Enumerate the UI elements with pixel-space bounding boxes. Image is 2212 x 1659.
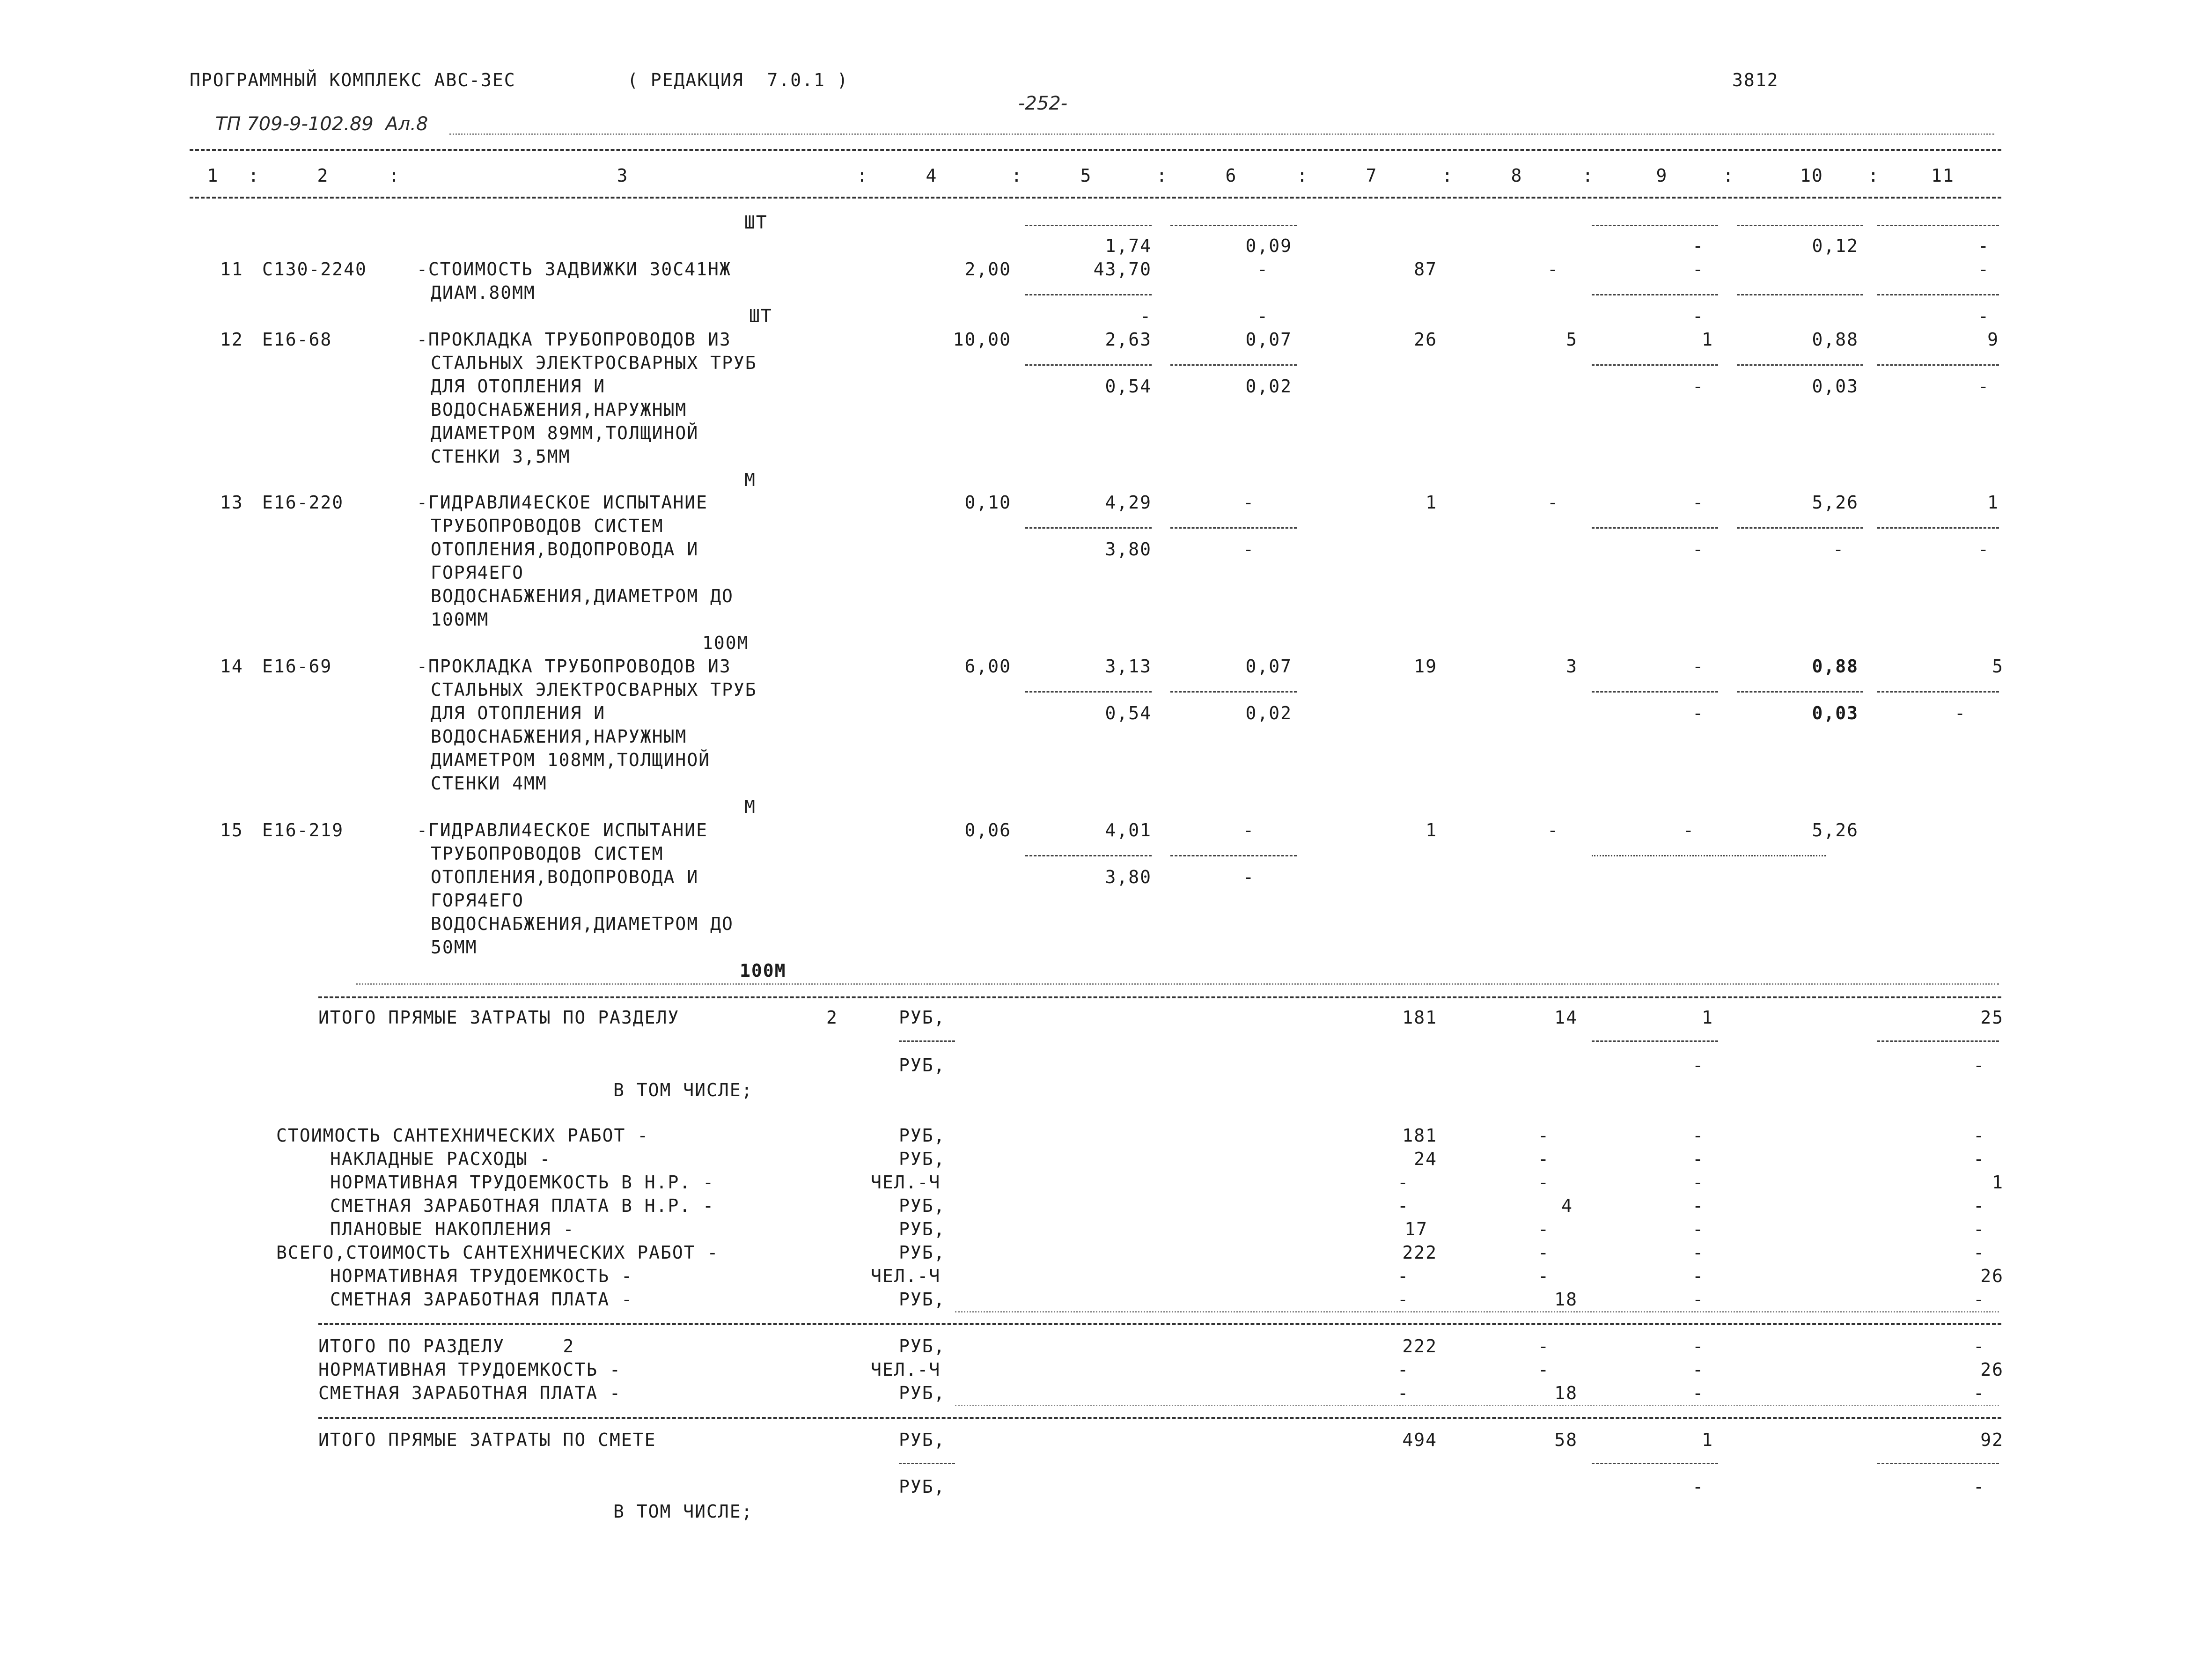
section-number: 2 bbox=[826, 1007, 838, 1028]
cell-value: 0,54 bbox=[1105, 703, 1152, 723]
fraction-line bbox=[1877, 691, 1999, 693]
col-header: 3 bbox=[617, 165, 629, 186]
cell-value: 1 bbox=[1702, 1007, 1713, 1028]
cell-value: - bbox=[1397, 1266, 1409, 1286]
row-desc: СТАЛЬНЫХ ЭЛЕКТРОСВАРНЫХ ТРУБ bbox=[431, 353, 757, 373]
cell-value: 181 bbox=[1402, 1007, 1437, 1028]
cell-value: - bbox=[1973, 1476, 1985, 1497]
cell-value: - bbox=[1692, 1289, 1704, 1310]
unit-label: М bbox=[744, 796, 756, 817]
cell-value: 1 bbox=[1987, 492, 1999, 513]
cell-value: - bbox=[1973, 1149, 1985, 1169]
cell-value: - bbox=[1257, 259, 1269, 280]
cell-value: 0,88 bbox=[1812, 656, 1859, 677]
fraction-line bbox=[1025, 225, 1152, 226]
fraction-line bbox=[1170, 855, 1297, 856]
fraction-line bbox=[1170, 364, 1297, 366]
fraction-line bbox=[1025, 691, 1152, 693]
cell-value: 24 bbox=[1414, 1149, 1437, 1169]
breakdown-label: НАКЛАДНЫЕ РАСХОДЫ - bbox=[330, 1149, 551, 1169]
cell-value: 2,63 bbox=[1105, 329, 1152, 350]
qty: 10,00 bbox=[953, 329, 1011, 350]
row-desc: СТАЛЬНЫХ ЭЛЕКТРОСВАРНЫХ ТРУБ bbox=[431, 679, 757, 700]
program-title: ПРОГРАММНЫЙ КОМПЛЕКС АВС-3ЕС bbox=[190, 70, 516, 90]
cell-value: 1 bbox=[1426, 820, 1437, 841]
cell-value: 222 bbox=[1402, 1336, 1437, 1357]
unit-label: ЧЕЛ.-Ч bbox=[871, 1266, 941, 1286]
cell-value: - bbox=[1538, 1359, 1550, 1380]
including-label: В ТОМ ЧИСЛЕ; bbox=[613, 1080, 753, 1100]
col-header: 4 bbox=[926, 165, 938, 186]
cell-value: 26 bbox=[1414, 329, 1437, 350]
section-rule bbox=[318, 1417, 2001, 1419]
breakdown-label: НОРМАТИВНАЯ ТРУДОЕМКОСТЬ - bbox=[330, 1266, 633, 1286]
cell-value: - bbox=[1243, 820, 1255, 841]
cell-value: - bbox=[1978, 236, 1990, 256]
currency-label: РУБ, bbox=[899, 1336, 946, 1357]
cell-value: - bbox=[1692, 1172, 1704, 1193]
cell-value: - bbox=[1692, 1149, 1704, 1169]
currency-label: РУБ, bbox=[899, 1242, 946, 1263]
row-number: 11 bbox=[220, 259, 243, 280]
fraction-line bbox=[1170, 691, 1297, 693]
row-desc: ОТОПЛЕНИЯ,ВОДОПРОВОДА И bbox=[431, 867, 699, 887]
cell-value: 0,02 bbox=[1245, 703, 1292, 723]
row-desc: ВОДОСНАБЖЕНИЯ,ДИАМЕТРОМ ДО bbox=[431, 914, 734, 934]
fraction-line bbox=[1025, 855, 1152, 856]
row-number: 14 bbox=[220, 656, 243, 677]
cell-value: 0,02 bbox=[1245, 376, 1292, 397]
cell-value: - bbox=[1692, 259, 1704, 280]
cell-value: - bbox=[1692, 1359, 1704, 1380]
cell-value: - bbox=[1973, 1125, 1985, 1146]
row-desc: ВОДОСНАБЖЕНИЯ,НАРУЖНЫМ bbox=[431, 399, 687, 420]
cell-value: 494 bbox=[1402, 1430, 1437, 1450]
row-desc: СТЕНКИ 3,5ММ bbox=[431, 446, 571, 467]
cell-value: - bbox=[1973, 1336, 1985, 1357]
row-desc: ВОДОСНАБЖЕНИЯ,ДИАМЕТРОМ ДО bbox=[431, 586, 734, 606]
cell-value: - bbox=[1397, 1359, 1409, 1380]
cell-value: 0,03 bbox=[1812, 376, 1859, 397]
cell-value: - bbox=[1538, 1266, 1550, 1286]
cell-value: - bbox=[1538, 1172, 1550, 1193]
cell-value: 43,70 bbox=[1093, 259, 1152, 280]
fraction-line bbox=[1877, 1040, 1999, 1042]
col-header: 6 bbox=[1225, 165, 1237, 186]
fraction-line bbox=[1592, 1040, 1718, 1042]
qty: 2,00 bbox=[964, 259, 1011, 280]
cell-value: 5 bbox=[1566, 329, 1578, 350]
col-sep: : bbox=[1582, 165, 1594, 186]
cell-value: 9 bbox=[1987, 329, 1999, 350]
cell-value: 4,29 bbox=[1105, 492, 1152, 513]
page-number: 3812 bbox=[1732, 70, 1779, 90]
cell-value: 18 bbox=[1554, 1383, 1578, 1403]
currency-label: РУБ, bbox=[899, 1430, 946, 1450]
cell-value: 181 bbox=[1402, 1125, 1437, 1146]
fraction-line bbox=[1737, 527, 1863, 529]
col-header: 9 bbox=[1656, 165, 1668, 186]
fraction-line bbox=[1170, 225, 1297, 226]
row-desc: ОТОПЛЕНИЯ,ВОДОПРОВОДА И bbox=[431, 539, 699, 560]
cell-value: 26 bbox=[1980, 1359, 2004, 1380]
row-desc: СТЕНКИ 4ММ bbox=[431, 773, 547, 794]
cell-value: 26 bbox=[1980, 1266, 2004, 1286]
cell-value: 1 bbox=[1426, 492, 1437, 513]
col-header: 2 bbox=[317, 165, 329, 186]
cell-value: - bbox=[1692, 656, 1704, 677]
cell-value: 222 bbox=[1402, 1242, 1437, 1263]
fraction-line bbox=[1877, 294, 1999, 295]
cell-value: - bbox=[1547, 259, 1559, 280]
row-desc: ГОРЯ4ЕГО bbox=[431, 890, 524, 911]
cell-value: - bbox=[1692, 539, 1704, 560]
row-desc: -ГИДРАВЛИ4ЕСКОЕ ИСПЫТАНИЕ bbox=[417, 820, 708, 841]
cell-value: - bbox=[1692, 1219, 1704, 1239]
cell-value: 3,80 bbox=[1105, 867, 1152, 887]
cell-value: - bbox=[1538, 1242, 1550, 1263]
fraction-line bbox=[1025, 527, 1152, 529]
col-sep: : bbox=[857, 165, 868, 186]
cell-value: - bbox=[1243, 867, 1255, 887]
cell-value: 5,26 bbox=[1812, 820, 1859, 841]
col-header: 1 bbox=[207, 165, 219, 186]
fraction-line bbox=[1737, 225, 1863, 226]
fraction-line bbox=[1025, 364, 1152, 366]
row-code: Е16-219 bbox=[262, 820, 344, 841]
col-sep: : bbox=[248, 165, 260, 186]
summary-label: СМЕТНАЯ ЗАРАБОТНАЯ ПЛАТА - bbox=[318, 1383, 621, 1403]
currency-label: РУБ, bbox=[899, 1289, 946, 1310]
cell-value: - bbox=[1978, 376, 1990, 397]
row-desc: 50ММ bbox=[431, 937, 478, 958]
cell-value: 0,07 bbox=[1245, 656, 1292, 677]
fraction-line bbox=[1025, 294, 1152, 295]
cell-value: 5,26 bbox=[1812, 492, 1859, 513]
cell-value: 0,03 bbox=[1812, 703, 1859, 723]
cell-value: - bbox=[1973, 1195, 1985, 1216]
currency-label: РУБ, bbox=[899, 1125, 946, 1146]
fraction-line bbox=[1592, 855, 1826, 856]
fraction-line bbox=[1592, 691, 1718, 693]
cell-value: - bbox=[1692, 1195, 1704, 1216]
cell-value: 4,01 bbox=[1105, 820, 1152, 841]
row-code: Е16-68 bbox=[262, 329, 332, 350]
currency-label: РУБ, bbox=[899, 1149, 946, 1169]
cell-value: 87 bbox=[1414, 259, 1437, 280]
dotted-rule bbox=[955, 1311, 1999, 1312]
currency-label: РУБ, bbox=[899, 1476, 946, 1497]
col-header: 10 bbox=[1800, 165, 1823, 186]
col-sep: : bbox=[1868, 165, 1880, 186]
header-rule-bottom bbox=[190, 197, 2001, 199]
unit-label: 100М bbox=[702, 633, 749, 653]
breakdown-label: СТОИМОСТЬ САНТЕХНИЧЕСКИХ РАБОТ - bbox=[276, 1125, 649, 1146]
cell-value: 18 bbox=[1554, 1289, 1578, 1310]
cell-value: 3,80 bbox=[1105, 539, 1152, 560]
cell-value: 92 bbox=[1980, 1430, 2004, 1450]
unit-label: ШТ bbox=[744, 212, 768, 233]
cell-value: - bbox=[1397, 1383, 1409, 1403]
dotted-rule bbox=[449, 133, 1994, 135]
fraction-line bbox=[1170, 527, 1297, 529]
col-header: 5 bbox=[1080, 165, 1092, 186]
row-desc: -ГИДРАВЛИ4ЕСКОЕ ИСПЫТАНИЕ bbox=[417, 492, 708, 513]
cell-value: 0,09 bbox=[1245, 236, 1292, 256]
row-desc: ВОДОСНАБЖЕНИЯ,НАРУЖНЫМ bbox=[431, 726, 687, 747]
row-desc: ДИАМ.80ММ bbox=[431, 282, 536, 303]
section-total-label: ИТОГО ПРЯМЫЕ ЗАТРАТЫ ПО РАЗДЕЛУ bbox=[318, 1007, 680, 1028]
cell-value: 19 bbox=[1414, 656, 1437, 677]
cell-value: 0,88 bbox=[1812, 329, 1859, 350]
cell-value: - bbox=[1973, 1219, 1985, 1239]
col-sep: : bbox=[1011, 165, 1023, 186]
cell-value: - bbox=[1538, 1125, 1550, 1146]
breakdown-label: ВСЕГО,СТОИМОСТЬ САНТЕХНИЧЕСКИХ РАБОТ - bbox=[276, 1242, 719, 1263]
row-desc: -ПРОКЛАДКА ТРУБОПРОВОДОВ ИЗ bbox=[417, 329, 731, 350]
cell-value: 0,54 bbox=[1105, 376, 1152, 397]
cell-value: - bbox=[1243, 539, 1255, 560]
cell-value: - bbox=[1973, 1383, 1985, 1403]
cell-value: 1 bbox=[1702, 1430, 1713, 1450]
col-header: 11 bbox=[1931, 165, 1955, 186]
cell-value: - bbox=[1955, 703, 1966, 723]
fraction-line bbox=[1737, 294, 1863, 295]
handwritten-reference: ТП 709-9-102.89 Ал.8 bbox=[215, 113, 428, 135]
cell-value: 5 bbox=[1992, 656, 2004, 677]
cell-value: 3 bbox=[1566, 656, 1578, 677]
fraction-line bbox=[1592, 364, 1718, 366]
handwritten-page-number: -252- bbox=[1018, 93, 1068, 114]
cell-value: 14 bbox=[1554, 1007, 1578, 1028]
including-label: В ТОМ ЧИСЛЕ; bbox=[613, 1501, 753, 1522]
breakdown-label: НОРМАТИВНАЯ ТРУДОЕМКОСТЬ В Н.Р. - bbox=[330, 1172, 714, 1193]
cell-value: - bbox=[1243, 492, 1255, 513]
cell-value: 3,13 bbox=[1105, 656, 1152, 677]
cell-value: - bbox=[1973, 1055, 1985, 1076]
breakdown-label: СМЕТНАЯ ЗАРАБОТНАЯ ПЛАТА В Н.Р. - bbox=[330, 1195, 714, 1216]
unit-label: ЧЕЛ.-Ч bbox=[871, 1172, 941, 1193]
currency-label: РУБ, bbox=[899, 1007, 946, 1028]
breakdown-label: СМЕТНАЯ ЗАРАБОТНАЯ ПЛАТА - bbox=[330, 1289, 633, 1310]
row-desc: ДИАМЕТРОМ 108ММ,ТОЛЩИНОЙ bbox=[431, 750, 711, 770]
fraction-line bbox=[1877, 527, 1999, 529]
cell-value: - bbox=[1397, 1289, 1409, 1310]
col-header: 7 bbox=[1366, 165, 1378, 186]
cell-value: - bbox=[1973, 1242, 1985, 1263]
currency-label: РУБ, bbox=[899, 1383, 946, 1403]
col-sep: : bbox=[1297, 165, 1308, 186]
cell-value: - bbox=[1257, 306, 1269, 326]
fraction-line bbox=[1592, 294, 1718, 295]
cell-value: - bbox=[1538, 1336, 1550, 1357]
cell-value: - bbox=[1692, 703, 1704, 723]
summary-label: ИТОГО ПО РАЗДЕЛУ 2 bbox=[318, 1336, 575, 1357]
row-number: 15 bbox=[220, 820, 243, 841]
col-sep: : bbox=[1442, 165, 1454, 186]
cell-value: - bbox=[1978, 259, 1990, 280]
cell-value: - bbox=[1397, 1195, 1409, 1216]
row-desc: 100ММ bbox=[431, 609, 489, 630]
col-sep: : bbox=[1723, 165, 1734, 186]
fraction-line bbox=[1737, 364, 1863, 366]
cell-value: - bbox=[1547, 820, 1559, 841]
cell-value: 25 bbox=[1980, 1007, 2004, 1028]
currency-label: РУБ, bbox=[899, 1195, 946, 1216]
fraction-line bbox=[1592, 527, 1718, 529]
cell-value: - bbox=[1692, 492, 1704, 513]
qty: 0,06 bbox=[964, 820, 1011, 841]
row-desc: -СТОИМОСТЬ ЗАДВИЖКИ 30С41НЖ bbox=[417, 259, 731, 280]
cell-value: 58 bbox=[1554, 1430, 1578, 1450]
cell-value: 1,74 bbox=[1105, 236, 1152, 256]
cell-value: - bbox=[1692, 1336, 1704, 1357]
breakdown-label: ПЛАНОВЫЕ НАКОПЛЕНИЯ - bbox=[330, 1219, 575, 1239]
row-desc: -ПРОКЛАДКА ТРУБОПРОВОДОВ ИЗ bbox=[417, 656, 731, 677]
row-desc: ТРУБОПРОВОДОВ СИСТЕМ bbox=[431, 516, 664, 536]
row-code: С130-2240 bbox=[262, 259, 367, 280]
cell-value: - bbox=[1978, 539, 1990, 560]
cell-value: - bbox=[1833, 539, 1845, 560]
currency-label: РУБ, bbox=[899, 1055, 946, 1076]
cell-value: - bbox=[1978, 306, 1990, 326]
fraction-line bbox=[1877, 1463, 1999, 1464]
unit-label: ШТ bbox=[749, 306, 772, 326]
col-sep: : bbox=[1156, 165, 1168, 186]
dotted-rule bbox=[955, 1405, 1999, 1406]
cell-value: 0,07 bbox=[1245, 329, 1292, 350]
cell-value: - bbox=[1692, 1125, 1704, 1146]
summary-label: НОРМАТИВНАЯ ТРУДОЕМКОСТЬ - bbox=[318, 1359, 621, 1380]
fraction-line bbox=[1737, 691, 1863, 693]
unit-label: М bbox=[744, 470, 756, 490]
row-number: 12 bbox=[220, 329, 243, 350]
header-rule-top bbox=[190, 149, 2001, 151]
unit-label: 100М bbox=[740, 960, 786, 981]
cell-value: 17 bbox=[1404, 1219, 1428, 1239]
fraction-line bbox=[1592, 1463, 1718, 1464]
row-desc: ДИАМЕТРОМ 89ММ,ТОЛЩИНОЙ bbox=[431, 423, 699, 443]
fraction-line bbox=[1592, 225, 1718, 226]
row-desc: ТРУБОПРОВОДОВ СИСТЕМ bbox=[431, 843, 664, 864]
cell-value: 1 bbox=[1702, 329, 1713, 350]
cell-value: - bbox=[1692, 1055, 1704, 1076]
fraction-line bbox=[1877, 364, 1999, 366]
cell-value: - bbox=[1538, 1149, 1550, 1169]
fraction-line bbox=[899, 1463, 955, 1464]
cell-value: - bbox=[1140, 306, 1152, 326]
section-rule bbox=[318, 1323, 2001, 1325]
edition-label: ( РЕДАКЦИЯ 7.0.1 ) bbox=[627, 70, 849, 90]
cell-value: - bbox=[1973, 1289, 1985, 1310]
fraction-line bbox=[1877, 225, 1999, 226]
cell-value: - bbox=[1692, 1266, 1704, 1286]
unit-label: ЧЕЛ.-Ч bbox=[871, 1359, 941, 1380]
cell-value: 4 bbox=[1561, 1195, 1573, 1216]
row-code: Е16-69 bbox=[262, 656, 332, 677]
cell-value: - bbox=[1692, 306, 1704, 326]
row-code: Е16-220 bbox=[262, 492, 344, 513]
dotted-rule bbox=[356, 983, 1999, 985]
row-desc: ДЛЯ ОТОПЛЕНИЯ И bbox=[431, 703, 606, 723]
cell-value: - bbox=[1692, 1476, 1704, 1497]
row-desc: ДЛЯ ОТОПЛЕНИЯ И bbox=[431, 376, 606, 397]
cell-value: 0,12 bbox=[1812, 236, 1859, 256]
cell-value: - bbox=[1692, 1242, 1704, 1263]
currency-label: РУБ, bbox=[899, 1219, 946, 1239]
qty: 6,00 bbox=[964, 656, 1011, 677]
cell-value: - bbox=[1538, 1219, 1550, 1239]
col-header: 8 bbox=[1511, 165, 1523, 186]
cell-value: - bbox=[1547, 492, 1559, 513]
cell-value: - bbox=[1397, 1172, 1409, 1193]
row-number: 13 bbox=[220, 492, 243, 513]
cell-value: - bbox=[1692, 376, 1704, 397]
row-desc: ГОРЯ4ЕГО bbox=[431, 562, 524, 583]
qty: 0,10 bbox=[964, 492, 1011, 513]
estimate-total-label: ИТОГО ПРЯМЫЕ ЗАТРАТЫ ПО СМЕТЕ bbox=[318, 1430, 656, 1450]
cell-value: - bbox=[1692, 1383, 1704, 1403]
fraction-line bbox=[899, 1040, 955, 1042]
cell-value: - bbox=[1692, 236, 1704, 256]
cell-value: - bbox=[1683, 820, 1695, 841]
section-rule bbox=[318, 996, 2001, 998]
col-sep: : bbox=[389, 165, 400, 186]
cell-value: 1 bbox=[1992, 1172, 2004, 1193]
